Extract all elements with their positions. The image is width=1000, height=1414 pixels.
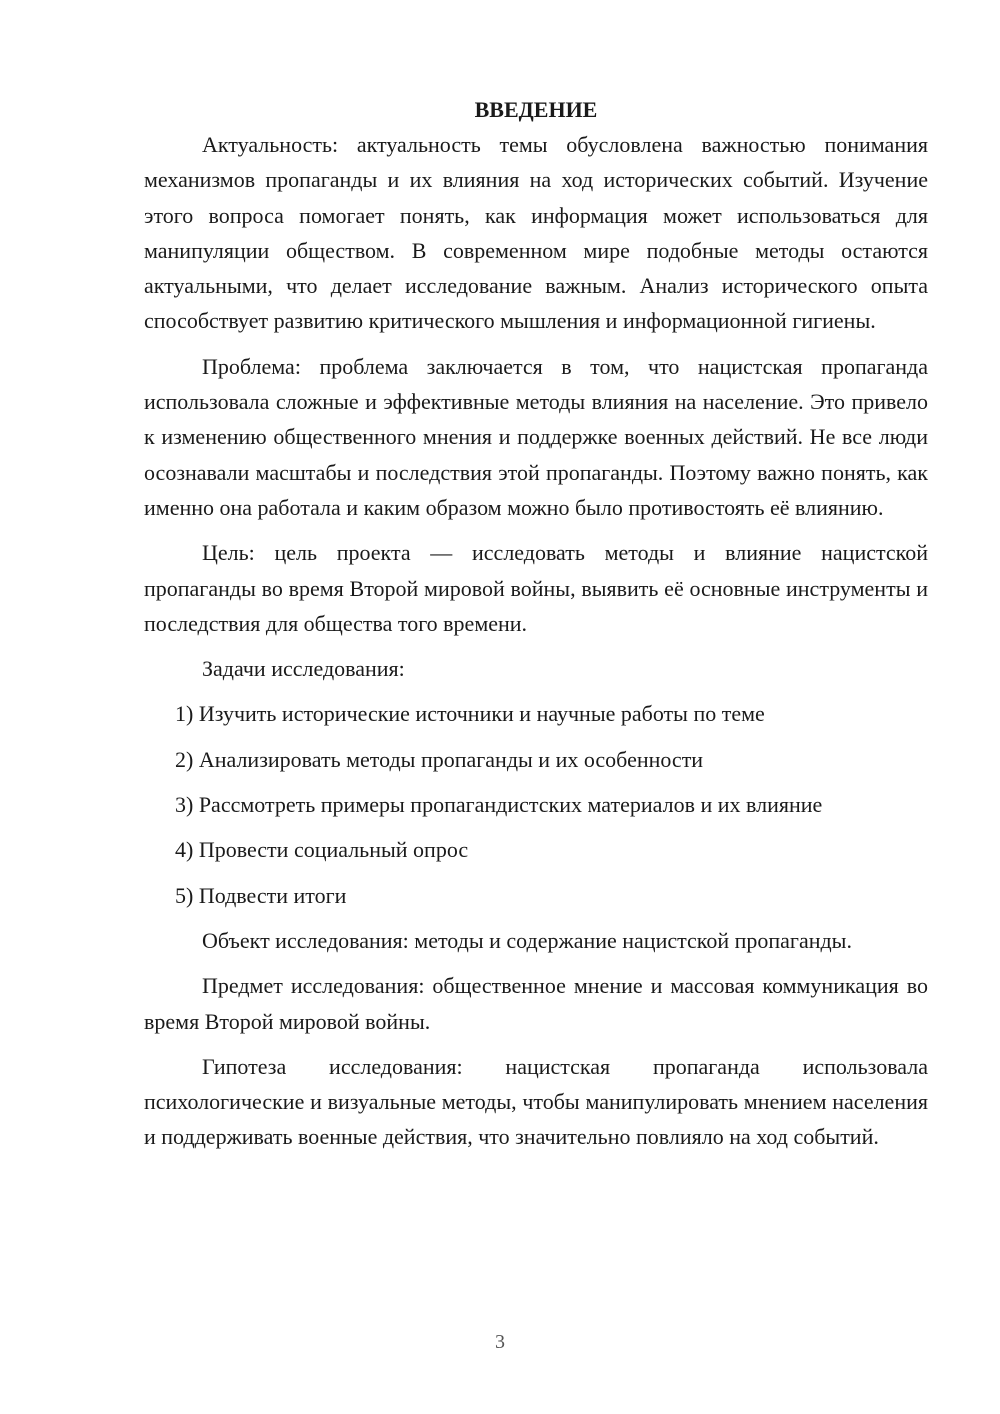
tasks-title: Задачи исследования:	[202, 656, 405, 682]
section-heading: ВВЕДЕНИЕ	[474, 97, 598, 122]
task-item: 1) Изучить исторические источники и научные работы по теме	[175, 701, 765, 727]
page-number: 3	[495, 1331, 505, 1353]
subject-paragraph: Предмет исследования: общественное мнение и массовая коммуникация во время Второй мировой войны.	[144, 973, 928, 1034]
object-paragraph: Объект исследования: методы и содержание нацистской пропаганды.	[202, 927, 852, 953]
task-item: 5) Подвести итоги	[175, 882, 347, 908]
hypothesis-paragraph: Гипотеза исследования: нацистская пропаганда использовала психологические и визуальные методы, чтобы манипулировать мнением населения и поддерживать военные действия, что значительно повлияло на ход событий.	[144, 1053, 928, 1150]
task-item: 4) Провести социальный опрос	[175, 837, 469, 863]
document-page	[144, 92, 928, 1165]
problem-paragraph: Проблема: проблема заключается в том, что нацистская пропаганда использовала сложные и эффективные методы влияния на население. Это привело к изменению общественного мнения и поддержке военных действий. Не все люди осознавали масштабы и последствия этой пропаганды. Поэтому важно понять, как именно она работала и каким образом можно было противостоять её влиянию.	[144, 353, 928, 520]
task-item: 2) Анализировать методы пропаганды и их особенности	[175, 746, 704, 772]
goal-paragraph: Цель: цель проекта — исследовать методы и влияние нацистской пропаганды во время Второй мировой войны, выявить её основные инструменты и последствия для общества того времени.	[144, 540, 928, 636]
relevance-paragraph: Актуальность: актуальность темы обусловлена важностью понимания механизмов пропаганды и их влияния на ход исторических событий. Изучение этого вопроса помогает понять, как информация может использоваться для манипуляции обществом. В современном мире подобные методы остаются актуальными, что делает исследование важным. Анализ исторического опыта способствует развитию критического мышления и информационной гигиены.	[144, 132, 928, 334]
task-item: 3) Рассмотреть примеры пропагандистских материалов и их влияние	[175, 792, 823, 818]
